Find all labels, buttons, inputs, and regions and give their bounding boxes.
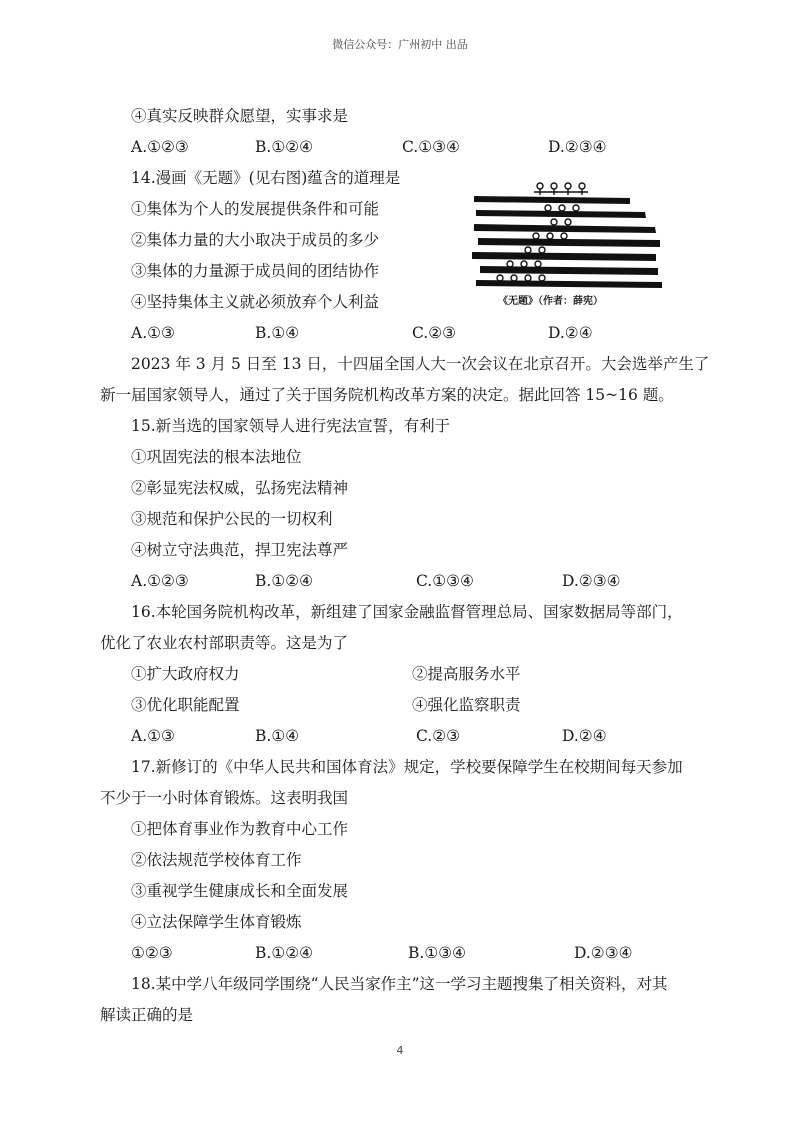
q17-choice-a: ①②③ <box>131 944 173 962</box>
q15-option-4: ④树立守法典范，捍卫宪法尊严 <box>131 541 349 559</box>
q16-choice-c: C.②③ <box>416 727 461 745</box>
q14-option-3: ③集体的力量源于成员间的团结协作 <box>131 262 380 280</box>
q17-choice-d: D.②③④ <box>574 944 633 962</box>
q14-choice-a: A.①③ <box>131 324 175 342</box>
q15-stem: 15.新当选的国家领导人进行宪法宣誓，有利于 <box>131 417 451 435</box>
cartoon-illustration <box>470 180 670 330</box>
q13-choice-c: C.①③④ <box>402 138 460 156</box>
q15-option-1: ①巩固宪法的根本法地位 <box>131 448 302 466</box>
q13-choice-b: B.①②④ <box>255 138 314 156</box>
q16-choice-a: A.①③ <box>131 727 175 745</box>
q16-choice-b: B.①④ <box>255 727 300 745</box>
q14-choice-d: D.②④ <box>548 324 593 342</box>
q17-option-3: ③重视学生健康成长和全面发展 <box>131 882 349 900</box>
q17-stem-line-2: 不少于一小时体育锻炼。这表明我国 <box>100 789 349 807</box>
q15-choice-a: A.①②③ <box>131 572 189 590</box>
q17-option-2: ②依法规范学校体育工作 <box>131 851 302 869</box>
q15-option-2: ②彰显宪法权威，弘扬宪法精神 <box>131 479 349 497</box>
q18-stem-line-2: 解读正确的是 <box>100 1006 194 1024</box>
q15-choice-d: D.②③④ <box>562 572 621 590</box>
page-header: 微信公众号：广州初中 出品 <box>332 38 468 51</box>
intro-line-1: 2023 年 3 月 5 日至 13 日，十四届全国人大一次会议在北京召开。大会选举产生了 <box>131 355 710 373</box>
q16-choice-d: D.②④ <box>562 727 607 745</box>
q14-option-2: ②集体力量的大小取决于成员的多少 <box>131 231 380 249</box>
q14-stem: 14.漫画《无题》(见右图)蕴含的道理是 <box>131 169 401 187</box>
q14-option-1: ①集体为个人的发展提供条件和可能 <box>131 200 380 218</box>
intro-line-2: 新一届国家领导人，通过了关于国务院机构改革方案的决定。据此回答 15~16 题。 <box>100 386 674 404</box>
q17-option-1: ①把体育事业作为教育中心工作 <box>131 820 349 838</box>
q17-choice-b: B.①②④ <box>255 944 314 962</box>
q16-option-2: ②提高服务水平 <box>412 665 521 683</box>
q16-stem-line-1: 16.本轮国务院机构改革，新组建了国家金融监督管理总局、国家数据局等部门， <box>131 603 683 621</box>
q14-option-4: ④坚持集体主义就必须放弃个人利益 <box>131 293 380 311</box>
q15-option-3: ③规范和保护公民的一切权利 <box>131 510 333 528</box>
q16-stem-line-2: 优化了农业农村部职责等。这是为了 <box>100 634 349 652</box>
q14-choice-c: C.②③ <box>412 324 457 342</box>
q15-choice-b: B.①②④ <box>255 572 314 590</box>
q16-option-1: ①扩大政府权力 <box>131 665 240 683</box>
q13-option-4: ④真实反映群众愿望，实事求是 <box>131 107 349 125</box>
q14-choice-b: B.①④ <box>255 324 300 342</box>
q15-choice-c: C.①③④ <box>416 572 474 590</box>
page-number: 4 <box>396 1044 404 1057</box>
q16-option-4: ④强化监察职责 <box>412 696 521 714</box>
q17-stem-line-1: 17.新修订的《中华人民共和国体育法》规定，学校要保障学生在校期间每天参加 <box>131 758 683 776</box>
q17-option-4: ④立法保障学生体育锻炼 <box>131 913 302 931</box>
q13-choice-a: A.①②③ <box>131 138 189 156</box>
q17-choice-c: B.①③④ <box>408 944 467 962</box>
q18-stem-line-1: 18.某中学八年级同学围绕“人民当家作主”这一学习主题搜集了相关资料，对其 <box>131 975 668 993</box>
cartoon-bars-figures <box>470 180 670 330</box>
q13-choice-d: D.②③④ <box>548 138 607 156</box>
q16-option-3: ③优化职能配置 <box>131 696 240 714</box>
cartoon-caption: 《无题》（作者：薛宪） <box>498 296 603 307</box>
